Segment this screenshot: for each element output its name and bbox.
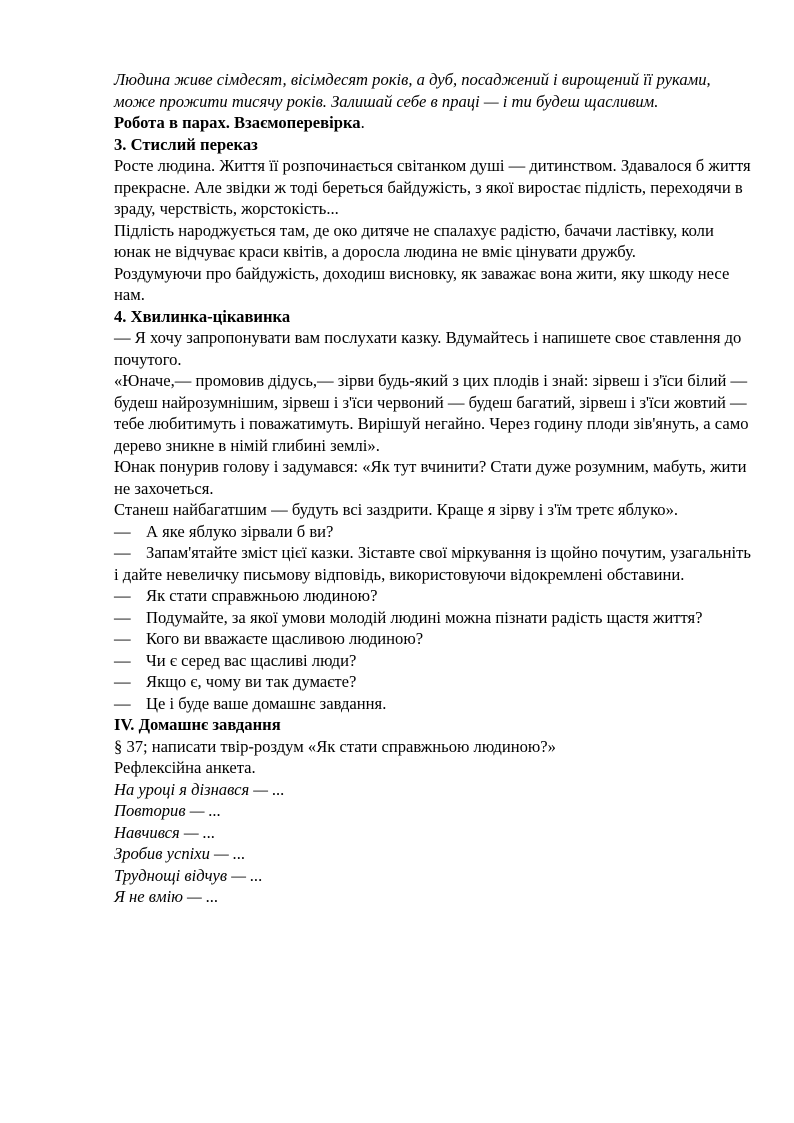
- reflection-item: На уроці я дізнався — ...: [114, 779, 285, 799]
- section-heading-minute: 4. Хвилинка-цікавинка: [114, 306, 291, 326]
- intro-quote: Людина живе сімдесят, вісімдесят років, а дуб, посаджений і вирощений її руками, може прожити тисячу років. Залишай себе в праці — і ти будеш щасливим.: [114, 70, 711, 111]
- question-line: [114, 650, 754, 672]
- dash-mark: —: [114, 521, 131, 541]
- dash-mark: —: [114, 629, 131, 648]
- tale-paragraph: Станеш найбагатшим — будуть всі заздрити. Краще я зірву і з'їм третє яблуко».: [114, 500, 679, 519]
- question-text: Це і буде ваше домашнє завдання.: [146, 693, 387, 713]
- question-line: [114, 585, 754, 607]
- question-text: Як стати справжньою людиною?: [146, 586, 378, 605]
- reflection-item: Труднощі відчув — ...: [114, 865, 263, 885]
- retelling-paragraph: Росте людина. Життя її розпочинається світанком душі — дитинством. Здавалося б життя прекрасне. Але звідки ж тоді береться байдужість, з якої виростає підлість, переходячи в зраду, черствість, жорстокість...: [114, 156, 751, 218]
- dash-mark: —: [114, 650, 131, 670]
- question-text: Запам'ятайте зміст цієї казки. Зіставте свої міркування із щойно почутим, узагальніть і дайте невеличку письмову відповідь, використовуючи відокремлені обставини.: [114, 543, 751, 584]
- dash-mark: —: [114, 607, 131, 627]
- section-heading-homework: IV. Домашнє завдання: [114, 715, 281, 734]
- retelling-paragraph: Підлість народжується там, де око дитяче не спалахує радістю, бачачи ластівку, коли юнак не відчуває краси квітів, а доросла людина не вміє цінувати дружбу.: [114, 220, 714, 261]
- question-text: Подумайте, за якої умови молодій людині можна пізнати радість щастя життя?: [146, 607, 703, 627]
- question-line: [114, 521, 754, 543]
- reflection-item: Я не вмію — ...: [114, 887, 219, 906]
- question-line: [114, 693, 754, 715]
- reflection-item: Повторив — ...: [114, 801, 222, 820]
- question-text: А яке яблуко зірвали б ви?: [146, 521, 334, 541]
- question-text: Кого ви вважаєте щасливою людиною?: [146, 629, 424, 648]
- dash-mark: —: [114, 543, 131, 562]
- tale-paragraph: Юнак понурив голову і задумався: «Як тут вчинити? Стати дуже розумним, мабуть, жити не захочеться.: [114, 457, 747, 498]
- retelling-paragraph: Роздумуючи про байдужість, доходиш висновку, як заважає вона жити, яку шкоду несе нам.: [114, 263, 730, 304]
- question-text: Чи є серед вас щасливі люди?: [146, 650, 357, 670]
- pair-work-period: .: [360, 113, 365, 132]
- reflection-item: Зробив успіхи — ...: [114, 844, 246, 863]
- tale-paragraph: «Юначе,— промовив дідусь,— зірви будь-який з цих плодів і знай: зірвеш і з'їси білий — будеш найрозумнішим, зірвеш і з'їси червоний — будеш багатий, зірвеш і з'їси жовтий — тебе любитимуть і поважатимуть. Вирішуй негайно. Через годину плоди зів'януть, а само дерево зникне в німій глибині землі».: [114, 371, 749, 455]
- dash-mark: —: [114, 693, 131, 713]
- question-line: [114, 628, 754, 650]
- question-text: Якщо є, чому ви так думаєте?: [146, 672, 357, 691]
- tale-paragraph: — Я хочу запропонувати вам послухати казку. Вдумайтесь і напишете своє ставлення до почутого.: [114, 328, 742, 369]
- pair-work-line: [114, 112, 754, 134]
- reflection-title: Рефлексійна анкета.: [114, 758, 256, 777]
- document-page: [114, 69, 754, 908]
- dash-mark: —: [114, 586, 131, 605]
- section-heading-retelling: 3. Стислий переказ: [114, 134, 258, 154]
- question-line: [114, 671, 754, 693]
- pair-work-label: Робота в парах. Взаємоперевірка: [114, 113, 361, 132]
- dash-mark: —: [114, 672, 131, 691]
- homework-text: § 37; написати твір-роздум «Як стати справжньою людиною?»: [114, 736, 556, 756]
- reflection-item: Навчився — ...: [114, 822, 216, 842]
- question-line: [114, 542, 754, 585]
- question-line: [114, 607, 754, 629]
